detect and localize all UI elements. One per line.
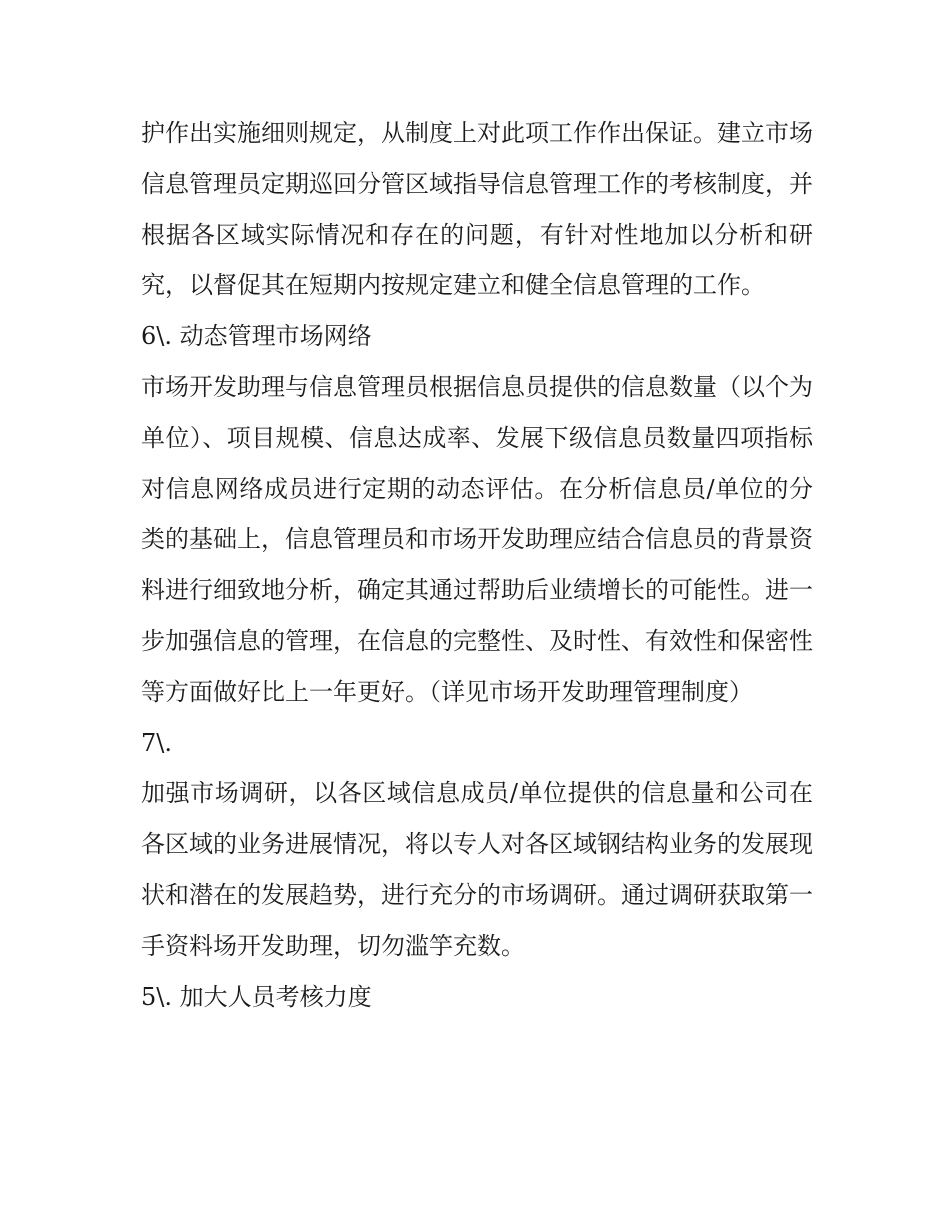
document-body <box>141 108 813 1022</box>
heading-section-7: 7\. <box>141 728 172 757</box>
paragraph-market-research: 加强市场调研，以各区域信息成员/单位提供的信息量和公司在各区域的业务进展情况，将以专人对各区域钢结构业务的发展现状和潜在的发展趋势，进行充分的市场调研。通过调研获取第一手资料场开发助理，切勿滥竽充数。 <box>141 779 813 960</box>
paragraph-dynamic-evaluation: 市场开发助理与信息管理员根据信息员提供的信息数量（以个为单位）、项目规模、信息达成率、发展下级信息员数量四项指标对信息网络成员进行定期的动态评估。在分析信息员/单位的分类的基础上，信息管理员和市场开发助理应结合信息员的背景资料进行细致地分析，确定其通过帮助后业绩增长的可能性。进一步加强信息的管理，在信息的完整性、及时性、有效性和保密性等方面做好比上一年更好。（详见市场开发助理管理制度） <box>141 372 813 706</box>
heading-dynamic-network-management: 6\. 动态管理市场网络 <box>141 322 372 351</box>
paragraph-info-management-guarantee: 护作出实施细则规定，从制度上对此项工作作出保证。建立市场信息管理员定期巡回分管区域指导信息管理工作的考核制度，并根据各区域实际情况和存在的问题，有针对性地加以分析和研究，以督促其在短期内按规定建立和健全信息管理的工作。 <box>141 119 813 300</box>
heading-staff-assessment: 5\. 加大人员考核力度 <box>141 982 372 1011</box>
